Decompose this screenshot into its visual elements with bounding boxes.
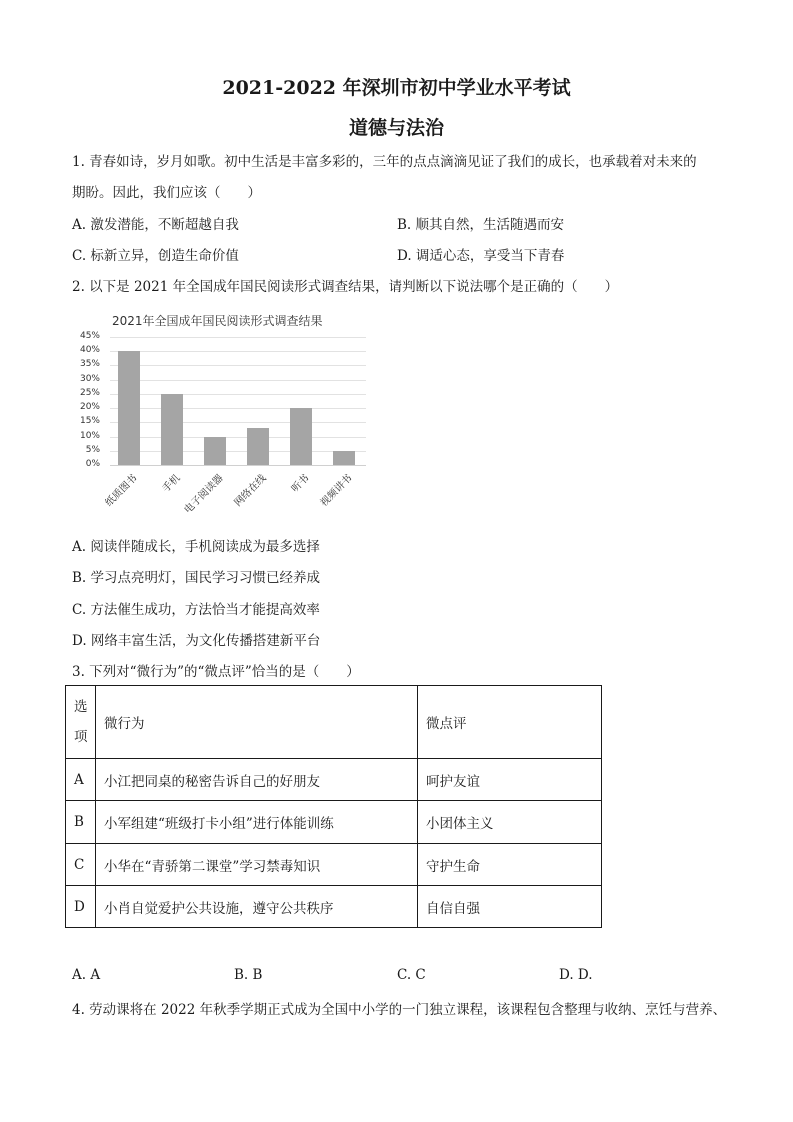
x-tick-video-talk: 视频讲书 [318, 472, 355, 509]
question-2-option-b: B. 学习点亮明灯，国民学习习惯已经养成 [72, 570, 321, 586]
x-tick-mobile: 手机 [160, 472, 183, 495]
row-comment: 小团体主义 [418, 801, 602, 844]
row-behavior: 小江把同桌的秘密告诉自己的好朋友 [96, 759, 418, 801]
gridline-15 [110, 422, 366, 423]
row-option: C [66, 844, 96, 886]
row-behavior: 小肖自觉爱护公共设施，遵守公共秩序 [96, 886, 418, 928]
bar-online [247, 428, 269, 465]
y-tick-30: 30% [79, 374, 100, 384]
table-row [66, 759, 602, 801]
row-behavior: 小军组建“班级打卡小组”进行体能训练 [96, 801, 418, 844]
header-option-line2: 项 [74, 729, 88, 745]
row-behavior: 小华在“青骄第二课堂”学习禁毒知识 [96, 844, 418, 886]
bar-video-talk [333, 451, 355, 465]
x-tick-online: 网络在线 [232, 472, 269, 509]
chart-title: 2021年全国成年国民阅读形式调查结果 [112, 314, 323, 328]
row-comment: 守护生命 [418, 844, 602, 886]
table-row [66, 844, 602, 886]
bar-paper-books [118, 351, 140, 465]
question-3-stem: 3. 下列对“微行为”的“微点评”恰当的是（ ） [72, 664, 360, 680]
question-1-stem-line2: 期盼。因此，我们应该（ ） [72, 185, 261, 201]
question-2-option-a: A. 阅读伴随成长，手机阅读成为最多选择 [72, 539, 320, 555]
table-row [66, 886, 602, 928]
header-option [66, 686, 96, 759]
row-comment: 呵护友谊 [418, 759, 602, 801]
gridline-5 [110, 451, 366, 452]
question-4-stem: 4. 劳动课将在 2022 年秋季学期正式成为全国中小学的一门独立课程，该课程包含整理与收纳、烹饪与营养、 [72, 1002, 727, 1018]
x-tick-paper-books: 纸质图书 [103, 472, 140, 509]
behavior-comment-table [65, 685, 602, 928]
y-tick-10: 10% [79, 431, 100, 441]
y-tick-40: 40% [79, 345, 100, 355]
row-option: D [66, 886, 96, 928]
row-comment: 自信自强 [418, 886, 602, 928]
exam-title: 2021-2022 年深圳市初中学业水平考试 [222, 77, 571, 99]
question-1-option-c: C. 标新立异，创造生命价值 [72, 248, 239, 264]
question-2-option-d: D. 网络丰富生活，为文化传播搭建新平台 [72, 633, 321, 649]
gridline-35 [110, 365, 366, 366]
row-option: B [66, 801, 96, 844]
subject-title: 道德与法治 [348, 117, 444, 139]
question-1-option-b: B. 顺其自然，生活随遇而安 [397, 217, 565, 233]
bar-e-reader [204, 437, 226, 465]
table-row [66, 801, 602, 844]
question-2-option-c: C. 方法催生成功，方法恰当才能提高效率 [72, 602, 320, 618]
gridline-40 [110, 351, 366, 352]
gridline-20 [110, 408, 366, 409]
x-tick-audiobook: 听书 [289, 472, 312, 495]
y-tick-5: 5% [85, 445, 100, 455]
question-2-stem: 2. 以下是 2021 年全国成年国民阅读形式调查结果，请判断以下说法哪个是正确的（ ） [72, 279, 619, 295]
x-tick-e-reader: 电子阅读器 [182, 472, 226, 516]
gridline-45 [110, 337, 366, 338]
question-1-option-d: D. 调适心态，享受当下青春 [397, 248, 565, 264]
y-tick-15: 15% [79, 416, 100, 426]
question-1-stem-line1: 1. 青春如诗，岁月如歌。初中生活是丰富多彩的，三年的点点滴滴见证了我们的成长，也承载着对未来的 [72, 154, 697, 170]
question-3-option-a: A. A [72, 967, 101, 983]
question-3-option-b: B. B [234, 967, 263, 983]
gridline-30 [110, 380, 366, 381]
y-tick-20: 20% [79, 402, 100, 412]
table-header-row [66, 686, 602, 759]
header-comment: 微点评 [418, 686, 602, 759]
x-axis-line [110, 465, 366, 466]
gridline-10 [110, 437, 366, 438]
gridline-25 [110, 394, 366, 395]
bar-audiobook [290, 408, 312, 465]
question-1-option-a: A. 激发潜能，不断超越自我 [72, 217, 239, 233]
bar-mobile [161, 394, 183, 465]
y-tick-25: 25% [79, 388, 100, 398]
y-tick-0: 0% [85, 459, 100, 469]
question-3-option-d: D. D. [559, 967, 593, 983]
header-behavior: 微行为 [96, 686, 418, 759]
question-3-option-c: C. C [397, 967, 426, 983]
y-tick-45: 45% [79, 331, 100, 341]
row-option: A [66, 759, 96, 801]
y-tick-35: 35% [79, 359, 100, 369]
header-option-line1: 选 [74, 699, 88, 715]
